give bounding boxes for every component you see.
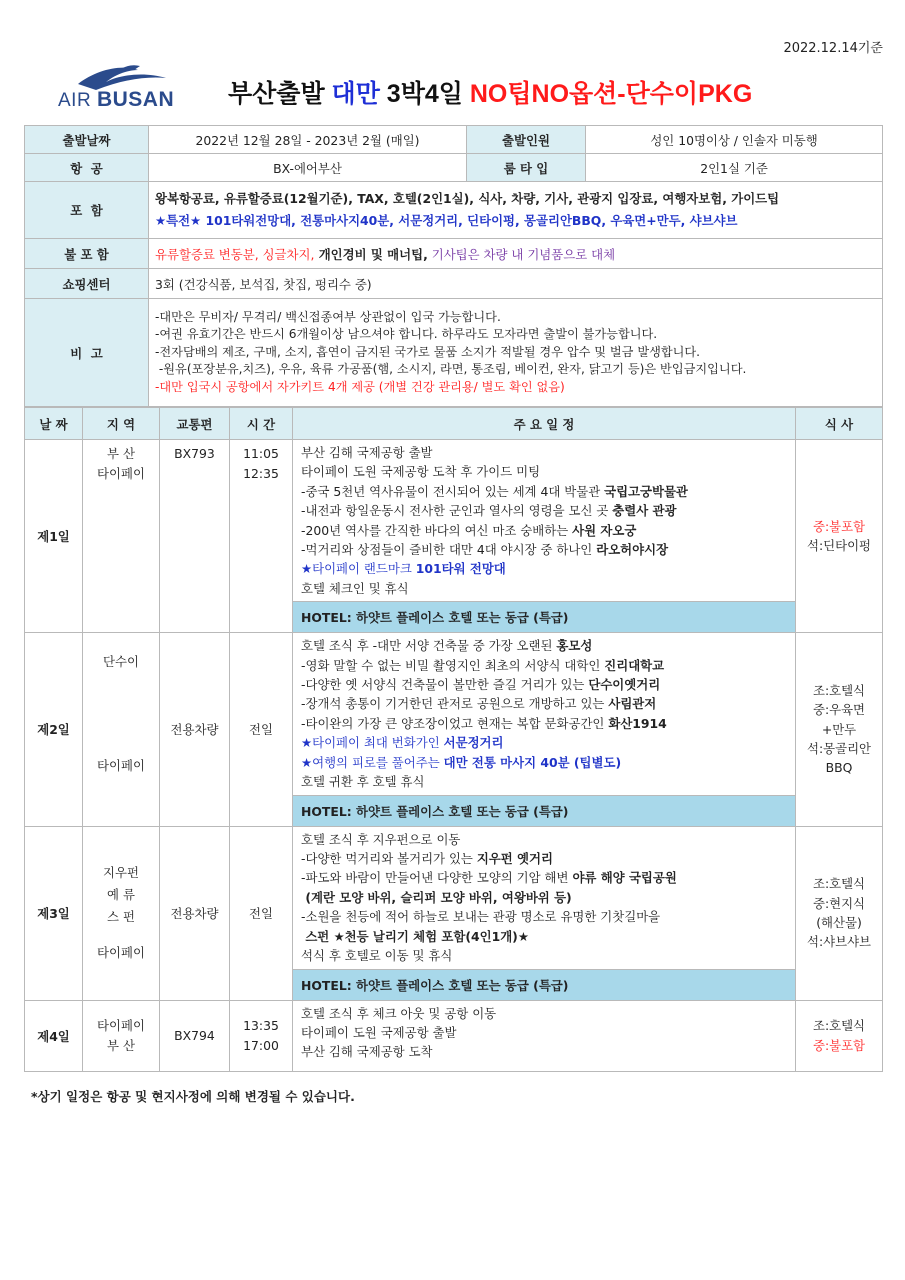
day2-line-2b: 진리대학교: [604, 657, 665, 673]
day3-line-5: -소원을 천등에 적어 하늘로 보내는 관광 명소로 유명한 기찻길마을: [301, 909, 661, 925]
day1-meal: [796, 440, 883, 633]
title-part-2: 대만: [331, 80, 380, 108]
day2-hotel: HOTEL: 하얏트 플레이스 호텔 또는 동급 (특급): [293, 795, 796, 826]
day1-transport: BX793: [160, 440, 230, 633]
day1-line-7b: 101타워 전망대: [415, 561, 506, 577]
day3-region-3: 스 펀: [107, 909, 135, 924]
day1-time-2: 12:35: [243, 466, 279, 481]
day2-line-2: [301, 656, 787, 675]
remark-line-red: -대만 입국시 공항에서 자가키트 4개 제공 (개별 건강 관리용/ 별도 확인 없음): [155, 379, 565, 394]
day3-line-4: (계란 모양 바위, 슬리퍼 모양 바위, 여왕바위 등): [301, 889, 572, 905]
day3-line-3: [301, 868, 787, 887]
day1-hotel: HOTEL: 하얏트 플레이스 호텔 또는 동급 (특급): [293, 602, 796, 633]
day3-region-2: 예 류: [107, 887, 135, 902]
day3-line-3a: -파도와 바람이 만들어낸 다양한 모양의 기암 해변: [301, 870, 573, 886]
day2-line-3a: -다양한 옛 서양식 건축물이 볼만한 즐길 거리가 있는: [301, 677, 589, 693]
day1-line-3a: -중국 5천년 역사유물이 전시되어 있는 세계 4대 박물관: [301, 483, 605, 499]
include-line-1: 왕복항공료, 유류할증료(12월기준), TAX, 호텔(2인1실), 식사, 차량, 기사, 관광지 입장료, 여행자보험, 가이드팁: [155, 191, 780, 206]
day1-row: [25, 440, 883, 602]
day2-line-4b: 사림관저: [608, 696, 657, 712]
day2-meal-1: 조:호텔식: [812, 682, 866, 698]
day1-line-3: [301, 482, 787, 501]
info-table: [24, 125, 883, 407]
day2-row: [25, 633, 883, 795]
day2-meal-3: +만두: [821, 721, 857, 737]
day3-meal-1: 조:호텔식: [812, 876, 866, 892]
exclude-purple: 기사팁은 차량 내 기념품으로 대체: [427, 246, 616, 262]
day1-line-6b: 라오허야시장: [596, 542, 669, 558]
people-label: 출발인원: [467, 126, 586, 154]
day1-line-5b: 사원 자오궁: [572, 522, 637, 538]
day2-line-4a: -장개석 총통이 기거한던 관저로 공원으로 개방하고 있는: [301, 696, 609, 712]
day1-region: [83, 440, 160, 633]
day4-region-1: 타이페이: [97, 1017, 145, 1033]
page-title: [228, 74, 752, 110]
air-busan-logo: [58, 62, 186, 116]
day1-line-4: [301, 501, 787, 520]
day2-line-2a: -영화 말할 수 없는 비밀 촬영지인 최초의 서양식 대학인: [301, 657, 605, 673]
day4-label: 제4일: [25, 1000, 83, 1071]
schedule-table: [24, 407, 883, 1072]
day2-region: [83, 633, 160, 826]
day3-meal-4: 석:샤브샤브: [806, 934, 872, 950]
day1-line-7a: ★타이페이 랜드마크: [301, 561, 416, 577]
shop-value: 3회 (건강식품, 보석집, 찻집, 펑리수 중): [149, 269, 883, 299]
day2-line-7: [301, 753, 787, 772]
remark-label: 비 고: [25, 299, 149, 407]
logo-busan-text: BUSAN: [96, 88, 175, 111]
title-part-1: 부산출발: [228, 80, 332, 108]
day2-line-5b: 화산1914: [608, 715, 667, 731]
day1-line-4a: -내전과 항일운동시 전사한 군인과 열사의 영령을 모신 곳: [301, 503, 613, 519]
day2-line-3b: 단수이옛거리: [588, 677, 661, 693]
remark-line-3: -전자담배의 제조, 구매, 소지, 흡연이 금지된 국가로 물품 소지가 적발될 경우 압수 및 벌금 발생합니다.: [155, 344, 701, 359]
day2-line-6a: ★타이페이 최대 번화가인: [301, 735, 444, 751]
day4-time-2: 17:00: [243, 1037, 279, 1053]
day1-line-6: [301, 540, 787, 559]
header-time: 시 간: [230, 408, 293, 440]
shop-label: 쇼핑센터: [25, 269, 149, 299]
day4-line-2: 타이페이 도원 국제공항 출발: [301, 1024, 457, 1040]
day4-time: [230, 1000, 293, 1071]
day4-line-3: 부산 김해 국제공항 도착: [301, 1044, 433, 1060]
day1-meal-1: 중:불포함: [812, 518, 866, 534]
room-label: 룸 타 입: [467, 154, 586, 182]
title-part-3: 3박4일: [379, 80, 470, 108]
day1-line-3b: 국립고궁박물관: [604, 483, 688, 499]
day1-line-6a: -먹거리와 상점들이 즐비한 대만 4대 야시장 중 하나인: [301, 542, 597, 558]
remark-line-1: -대만은 무비자/ 무격리/ 백신접종여부 상관없이 입국 가능합니다.: [155, 309, 501, 324]
day3-line-3b: 야류 해양 국립공원: [572, 870, 677, 886]
day1-label: 제1일: [25, 440, 83, 633]
header-meal: 식 사: [796, 408, 883, 440]
day4-region: [83, 1000, 160, 1071]
day2-line-1a: 호텔 조식 후 -대만 서양 건축물 중 가장 오랜된: [301, 638, 557, 654]
include-value: [149, 182, 883, 239]
remark-value: [149, 299, 883, 407]
day3-plan: [293, 826, 796, 969]
logo-air-text: AIR: [58, 90, 92, 111]
day1-line-1: 부산 김해 국제공항 출발: [301, 445, 433, 460]
day1-time-1: 11:05: [243, 446, 279, 461]
day3-time: 전일: [230, 826, 293, 1000]
day3-hotel: HOTEL: 하얏트 플레이스 호텔 또는 동급 (특급): [293, 969, 796, 1000]
day4-transport: BX794: [160, 1000, 230, 1071]
day4-meal-2: 중:불포함: [812, 1037, 866, 1053]
day3-line-6: 스펀 ★천등 날리기 체험 포함(4인1개)★: [301, 928, 529, 944]
day3-meal: [796, 826, 883, 1000]
day4-meal-1: 조:호텔식: [812, 1018, 866, 1034]
day2-meal-4: 석:몽골리안: [806, 741, 872, 757]
day1-plan: [293, 440, 796, 602]
day3-region: [83, 826, 160, 1000]
header-region: 지 역: [83, 408, 160, 440]
day3-transport: 전용차량: [160, 826, 230, 1000]
day2-line-7b: 대만 전통 마사지 40분 (팁별도): [443, 754, 622, 770]
exclude-black: 개인경비 및 매너팁,: [314, 246, 428, 262]
day1-line-2: 타이페이 도원 국제공항 도착 후 가이드 미팅: [301, 464, 541, 480]
day1-region-1: 부 산: [107, 446, 135, 461]
day1-line-5: [301, 521, 787, 540]
day4-meal: [796, 1000, 883, 1071]
day4-region-2: 부 산: [107, 1037, 135, 1053]
airline-label: 항 공: [25, 154, 149, 182]
day3-line-7: 석식 후 호텔로 이동 및 휴식: [301, 947, 453, 963]
day4-time-1: 13:35: [243, 1017, 279, 1033]
day1-line-5a: -200년 역사를 간직한 바다의 여신 마조 숭배하는: [301, 522, 573, 538]
day3-line-1: 호텔 조식 후 지우펀으로 이동: [301, 831, 461, 847]
day3-label: 제3일: [25, 826, 83, 1000]
issue-date: 2022.12.14기준: [783, 41, 883, 56]
day3-line-2b: 지우펀 옛거리: [476, 850, 553, 866]
day4-line-1: 호텔 조식 후 체크 아웃 및 공항 이동: [301, 1005, 497, 1021]
people-value: 성인 10명이상 / 인솔자 미동행: [586, 126, 883, 154]
day2-line-3: [301, 675, 787, 694]
exclude-value: [149, 239, 883, 269]
header-plan: 주 요 일 정: [293, 408, 796, 440]
day2-time: 전일: [230, 633, 293, 826]
title-part-4: NO팁NO옵션-단수이PKG: [469, 80, 753, 108]
day1-line-7: [301, 559, 787, 578]
include-label: 포 함: [25, 182, 149, 239]
remark-line-2: -여권 유효기간은 반드시 6개월이상 남으셔야 합니다. 하루라도 모자라면 출발이 불가능합니다.: [155, 327, 658, 342]
day2-region-1: 단수이: [103, 654, 139, 670]
day2-meal-5: BBQ: [825, 760, 853, 776]
airline-value: BX-에어부산: [149, 154, 467, 182]
room-value: 2인1실 기준: [586, 154, 883, 182]
day4-plan: [293, 1000, 796, 1071]
day2-region-2: 타이페이: [97, 758, 145, 774]
header-day: 날 짜: [25, 408, 83, 440]
day3-region-4: 타이페이: [97, 945, 145, 960]
day3-meal-3: (해산물): [816, 915, 862, 930]
day3-region-1: 지우펀: [103, 865, 139, 880]
depart-date-value: 2022년 12월 28일 - 2023년 2월 (매일): [149, 126, 467, 154]
day1-time: [230, 440, 293, 633]
day2-line-4: [301, 694, 787, 713]
day2-line-8: 호텔 귀환 후 호텔 휴식: [301, 774, 425, 790]
depart-date-label: 출발날짜: [25, 126, 149, 154]
day4-row: [25, 1000, 883, 1071]
day3-line-2a: -다양한 먹거리와 볼거리가 있는: [301, 850, 477, 866]
exclude-red: 유류할증료 변동분, 싱글차지,: [155, 246, 315, 262]
day2-label: 제2일: [25, 633, 83, 826]
day1-line-8: 호텔 체크인 및 휴식: [301, 580, 409, 596]
day1-meal-2: 석:딘타이펑: [806, 538, 872, 554]
day2-meal-2: 중:우육면: [812, 702, 866, 718]
day2-line-5: [301, 714, 787, 733]
header-transport: 교통편: [160, 408, 230, 440]
day3-row: [25, 826, 883, 969]
day2-line-1b: 홍모성: [556, 638, 593, 654]
day3-meal-2: 중:현지식: [812, 895, 866, 911]
day2-plan: [293, 633, 796, 795]
day2-meal: [796, 633, 883, 826]
day2-transport: 전용차량: [160, 633, 230, 826]
day2-line-1: [301, 636, 787, 655]
exclude-label: 불 포 함: [25, 239, 149, 269]
day1-line-4b: 충렬사 관광: [612, 503, 677, 519]
day3-line-2: [301, 849, 787, 868]
day1-region-2: 타이페이: [97, 466, 145, 481]
remark-line-4: -원유(포장분유,치즈), 우유, 육류 가공품(햄, 소시지, 라면, 통조림, 베이컨, 완자, 닭고기 등)은 반입금지입니다.: [155, 362, 747, 377]
day2-line-6: [301, 733, 787, 752]
day2-line-7a: ★여행의 피로를 풀어주는: [301, 754, 444, 770]
day2-line-6b: 서문정거리: [443, 735, 504, 751]
footnote: *상기 일정은 항공 및 현지사정에 의해 변경될 수 있습니다.: [31, 1089, 355, 1104]
day2-line-5a: -타이완의 가장 큰 양조장이었고 현재는 복합 문화공간인: [301, 715, 609, 731]
include-line-2: ★특전★ 101타워전망대, 전통마사지40분, 서문정거리, 딘타이펑, 몽골리안BBQ, 우육면+만두, 샤브샤브: [155, 213, 738, 228]
